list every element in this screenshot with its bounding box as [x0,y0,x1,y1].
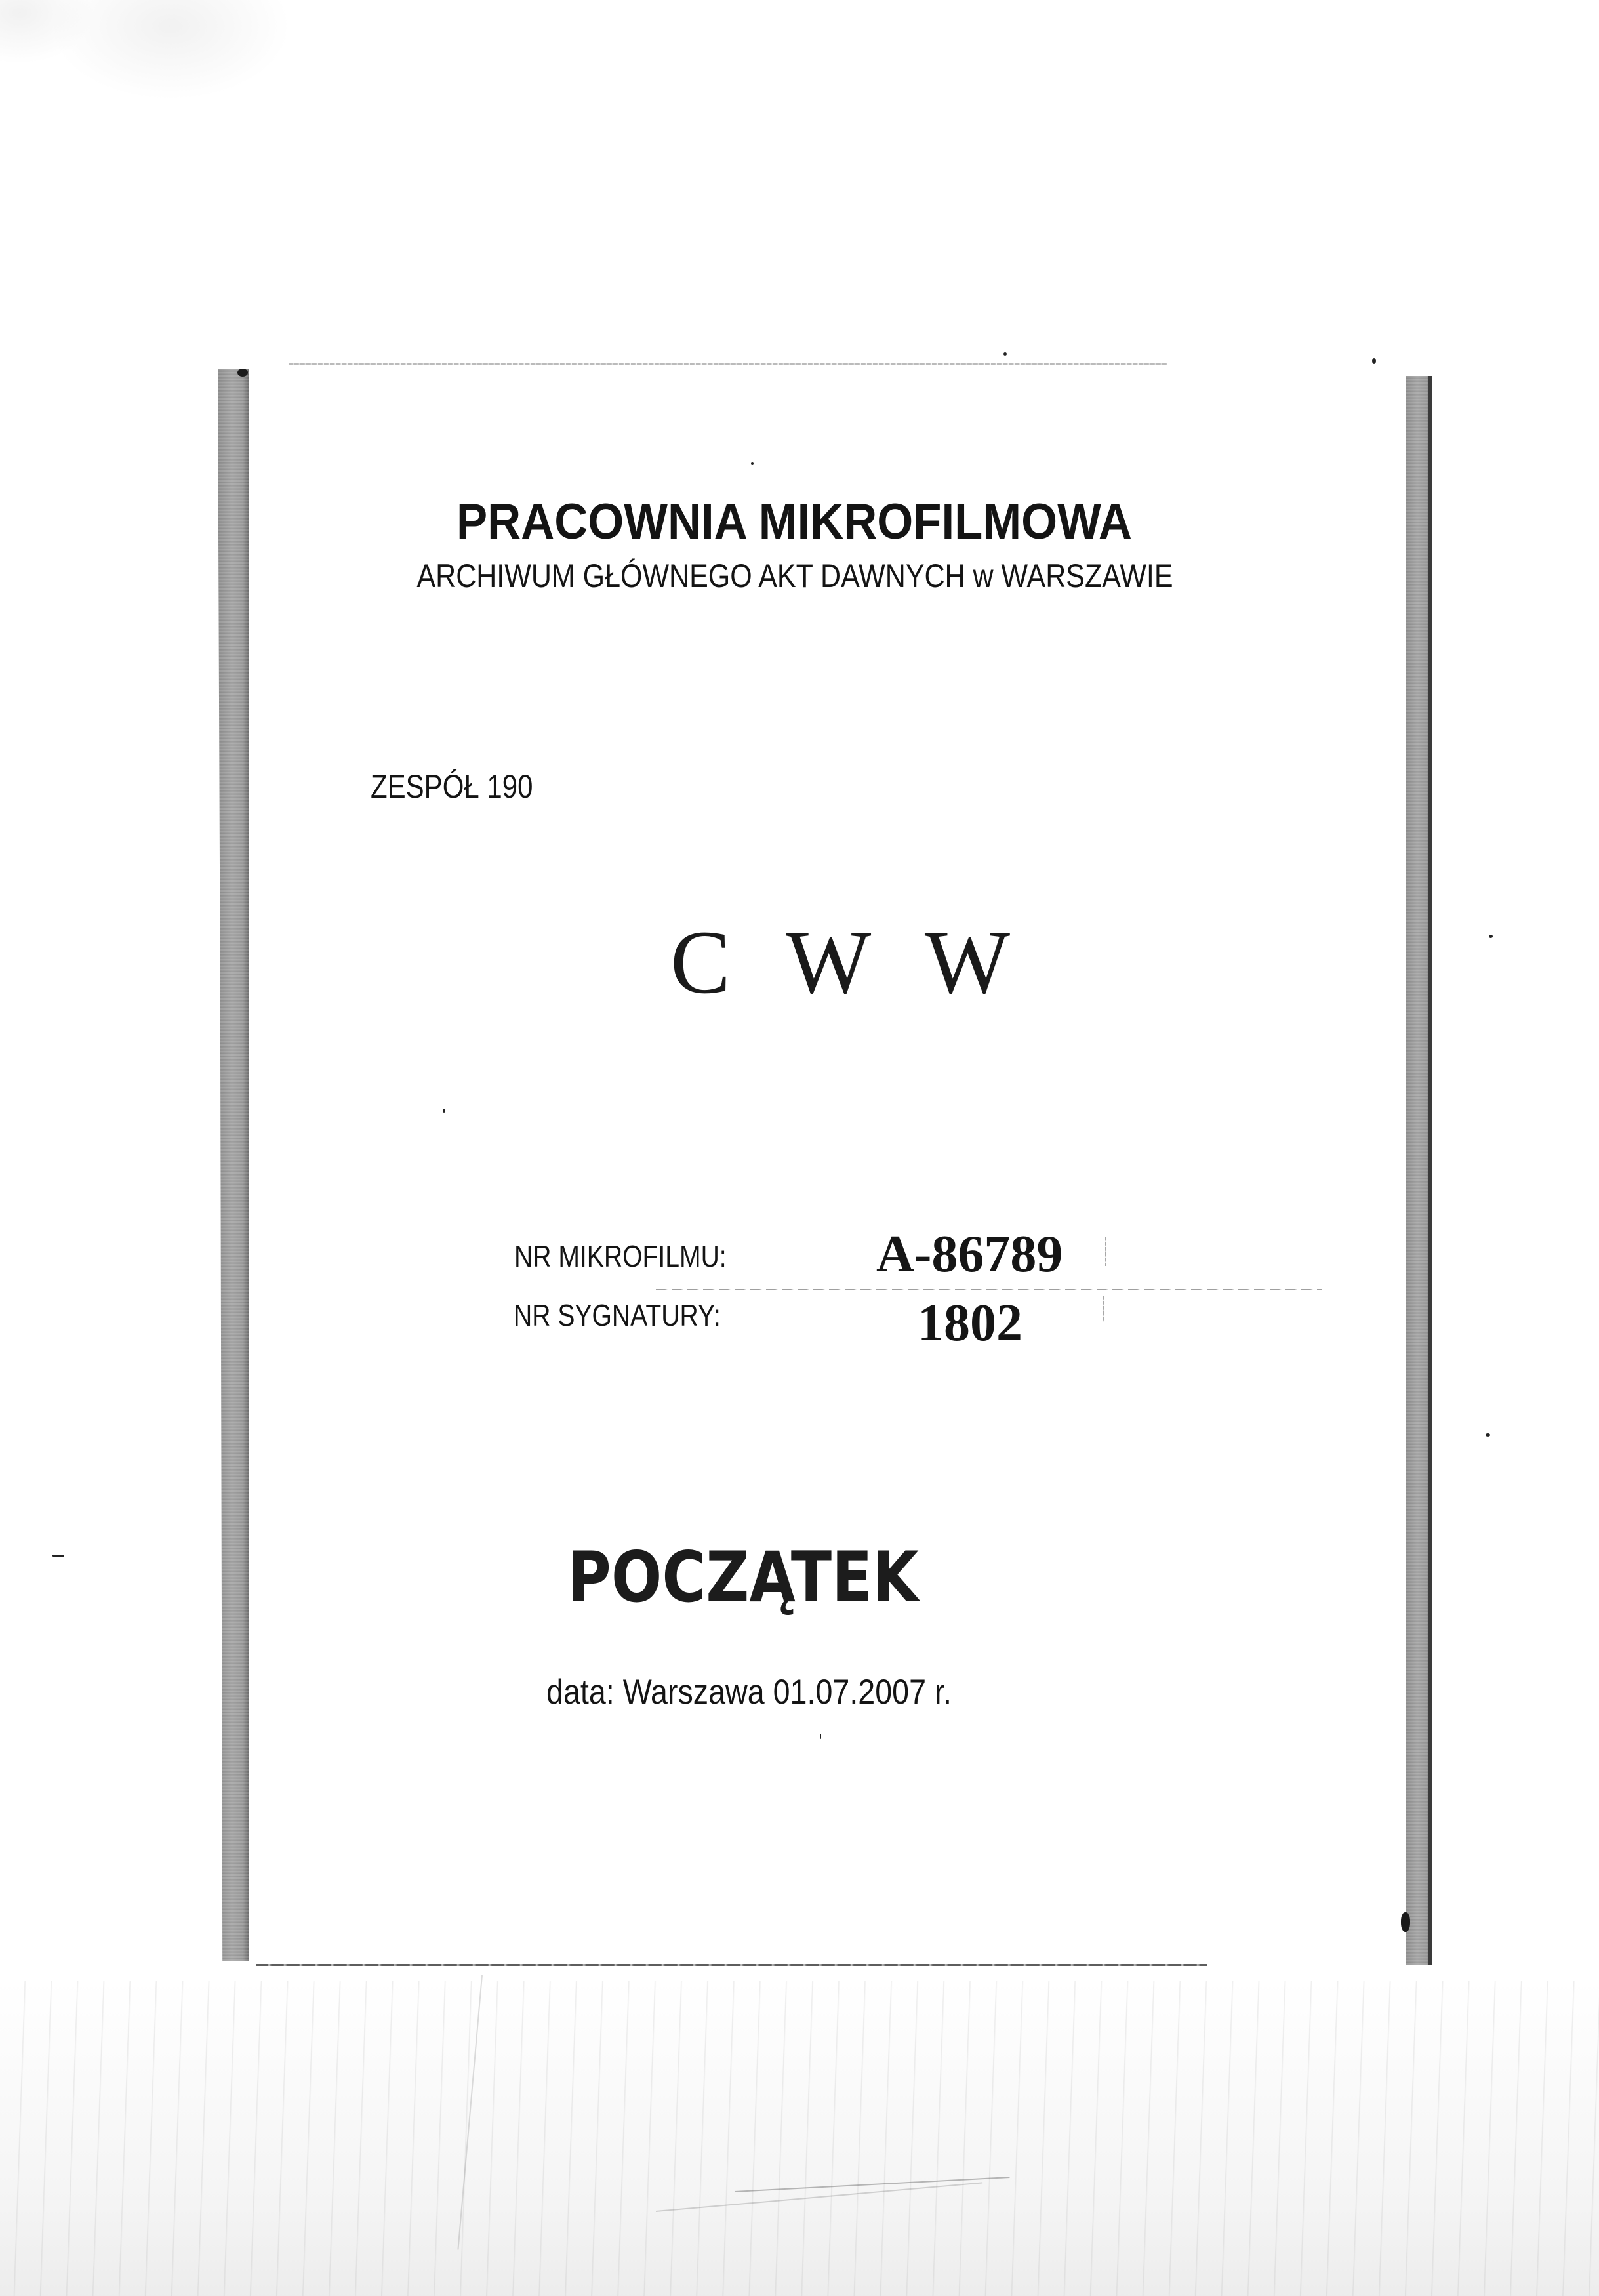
collection-code: C W W [670,912,1028,1012]
field-box-edge [1103,1296,1104,1322]
start-marker: POCZĄTEK [567,1537,919,1618]
field-separator-line [656,1289,1322,1290]
speck [751,462,754,465]
date-line: data: Warszawa 01.07.2007 r. [546,1673,952,1712]
field-box-edge [1105,1237,1106,1266]
signature-number-label: NR SYGNATURY: [514,1298,721,1332]
speck [1486,1433,1490,1437]
speck [1489,935,1493,938]
microfilm-number-value: A-86789 [876,1225,1063,1283]
microfilm-number-label: NR MIKROFILMU: [514,1239,727,1273]
card-bottom-edge [256,1964,1207,1966]
institution-title: PRACOWNIA MIKROFILMOWA [456,494,1132,550]
film-edge-left [218,369,249,1961]
card-top-edge [289,363,1167,365]
signature-number-value: 1802 [918,1294,1022,1352]
speck [443,1109,445,1113]
institution-subtitle: ARCHIWUM GŁÓWNEGO AKT DAWNYCH w WARSZAWIE [416,558,1173,594]
fond-number: ZESPÓŁ 190 [371,768,533,805]
ink-blot [1401,1912,1410,1932]
speck [1003,352,1007,356]
film-edge-right [1406,376,1432,1965]
ink-blot [237,369,248,377]
speck [820,1734,821,1739]
scan-noise-bottom [0,1981,1599,2296]
scan-noise-top [0,0,1599,210]
speck [1372,358,1376,364]
